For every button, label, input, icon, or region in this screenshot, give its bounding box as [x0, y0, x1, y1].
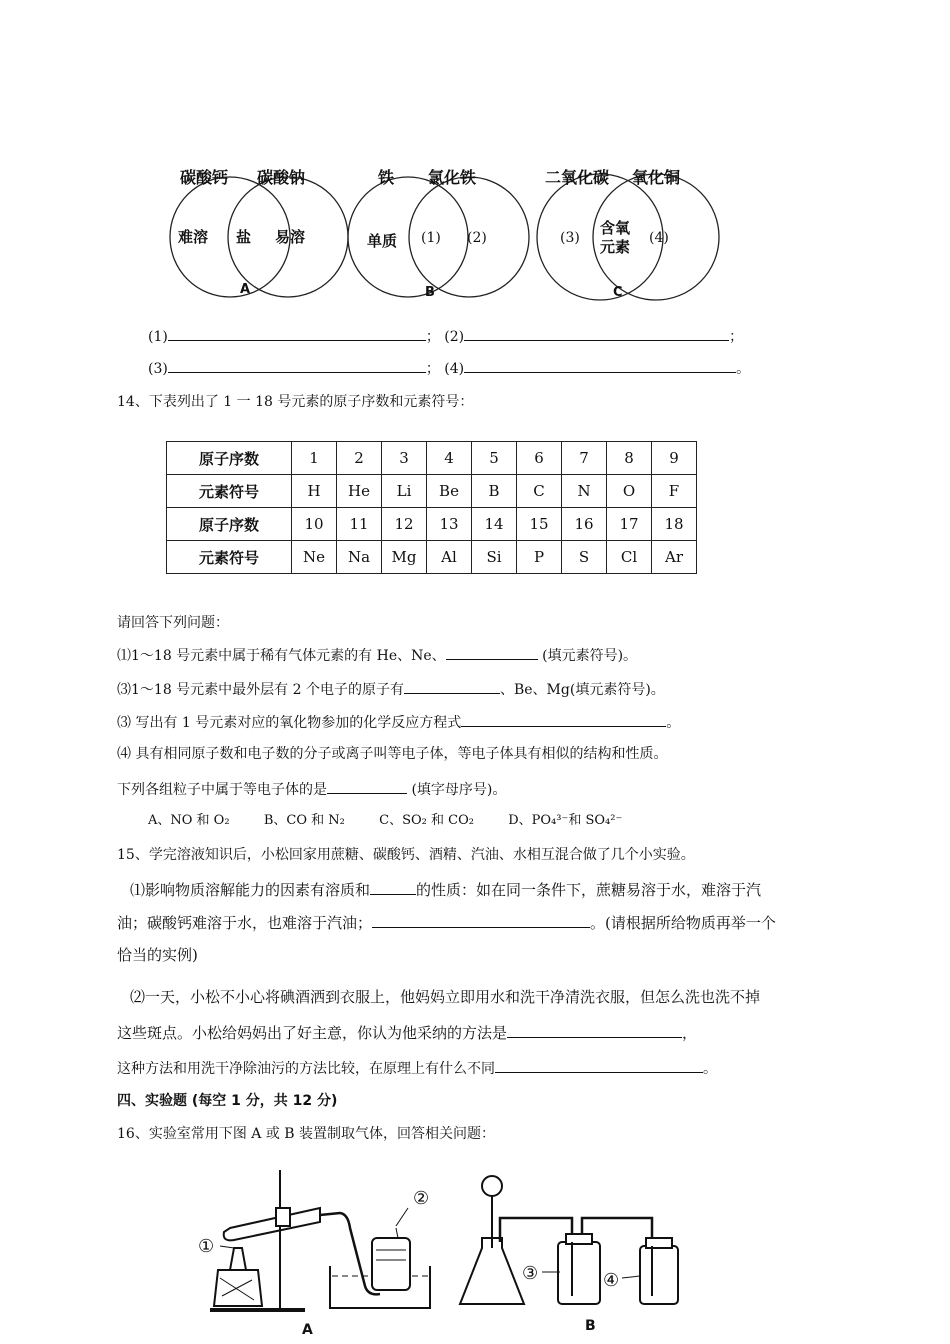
table-cell: Al [427, 541, 472, 574]
q14-sub-2 [117, 679, 665, 699]
caption-B: B [585, 1318, 596, 1334]
table-cell: 3 [382, 442, 427, 475]
venn-C-right-inner: (4) [649, 230, 669, 246]
q15-answer-4[interactable] [495, 1058, 703, 1073]
table-cell: S [562, 541, 607, 574]
venn-C-right-label: 氧化铜 [632, 168, 681, 187]
venn-A-left-label: 碳酸钙 [180, 168, 229, 187]
q15-line-2 [117, 913, 776, 932]
table-cell: C [517, 475, 562, 508]
table-row [167, 508, 697, 541]
label-2: ② [413, 1188, 430, 1209]
q16-text: 16、实验室常用下图 A 或 B 装置制取气体，回答相关问题： [117, 1126, 496, 1142]
funnel-bulb [482, 1176, 502, 1196]
q14-sub-2-tail: 、Be、Mg(填元素符号)。 [499, 682, 665, 698]
q14-sub-2-text: ⑶1～18 号元素中最外层有 2 个电子的原子有 [117, 682, 404, 698]
q14-sub-1 [117, 645, 637, 665]
q13-sep-1: ； [425, 329, 440, 345]
q14-prompt: 请回答下列问题： [117, 615, 229, 631]
table-cell: Cl [607, 541, 652, 574]
table-cell: 15 [517, 508, 562, 541]
q15-line-1-text: ⑴影响物质溶解能力的因素有溶质和 [130, 881, 371, 899]
option-b: B、CO 和 N₂ [263, 813, 345, 828]
section-4-heading: 四、实验题 (每空 1 分，共 12 分) [117, 1093, 338, 1109]
q13-sep-2: ； [729, 329, 744, 345]
venn-A-right-label: 碳酸钠 [257, 168, 306, 187]
table-cell: 1 [292, 442, 337, 475]
table-cell: 4 [427, 442, 472, 475]
table-row [167, 475, 697, 508]
venn-B-right-label: 氯化铁 [428, 168, 477, 187]
q13-label-1: (1) [148, 329, 168, 345]
q15-answer-3[interactable] [507, 1023, 682, 1038]
table-cell: Si [472, 541, 517, 574]
label-4: ④ [603, 1270, 620, 1291]
table-cell: 9 [652, 442, 697, 475]
lamp-hatching [220, 1278, 254, 1300]
q13-sep-3: ； [425, 361, 440, 377]
venn-C-center-line1: 含氧 [600, 219, 631, 237]
q15-line-2-text: 油；碳酸钙难溶于水，也难溶于汽油； [117, 914, 373, 932]
table-cell: 17 [607, 508, 652, 541]
table-cell: He [337, 475, 382, 508]
q14-sub-4: ⑷ 具有相同原子数和电子数的分子或离子叫等电子体，等电子体具有相似的结构和性质。 [117, 746, 668, 762]
q15-line-6-tail: 。 [703, 1061, 717, 1077]
label-1: ① [198, 1236, 215, 1257]
q13-answer-1[interactable] [168, 326, 426, 341]
q13-end: 。 [736, 361, 751, 377]
table-cell: Ne [292, 541, 337, 574]
q15-line-2-tail: 。(请根据所给物质再举一个 [590, 914, 776, 932]
q14-intro: 14、下表列出了 1 一 18 号元素的原子序数和元素符号： [117, 394, 474, 410]
table-row [167, 442, 697, 475]
q15-line-3: 恰当的实例) [117, 946, 198, 964]
row-label-atomic-number: 原子序数 [167, 442, 292, 475]
q15-line-6 [117, 1058, 717, 1078]
q13-blank-row-2 [148, 358, 750, 378]
apparatus-drawing [190, 1168, 750, 1318]
q15-line-4: ⑵一天，小松不小心将碘酒洒到衣服上，他妈妈立即用水和洗干净清洗衣服，但怎么洗也洗不掉 [130, 988, 761, 1006]
row-label-symbol: 元素符号 [167, 541, 292, 574]
venn-A-left-inner: 难溶 [178, 228, 209, 246]
table-cell: H [292, 475, 337, 508]
table-cell: F [652, 475, 697, 508]
table-cell: 18 [652, 508, 697, 541]
q14-answer-1[interactable] [446, 645, 538, 660]
table-cell: 16 [562, 508, 607, 541]
q15-line-1 [130, 880, 761, 899]
q13-answer-3[interactable] [168, 358, 426, 373]
q14-sub-3-tail: 。 [666, 715, 681, 731]
table-cell: 6 [517, 442, 562, 475]
element-table [166, 441, 697, 574]
table-cell: 13 [427, 508, 472, 541]
q15-answer-1[interactable] [370, 880, 416, 895]
q14-sub-1-text: ⑴1～18 号元素中属于稀有气体元素的有 He、Ne、 [117, 648, 446, 664]
q14-sub-3 [117, 712, 680, 732]
venn-C-caption: C [613, 285, 623, 300]
table-cell: 11 [337, 508, 382, 541]
venn-C-left-label: 二氧化碳 [545, 168, 610, 187]
gas-jar [640, 1246, 678, 1304]
q13-label-3: (3) [148, 361, 168, 377]
table-cell: Ar [652, 541, 697, 574]
table-cell: O [607, 475, 652, 508]
q14-sub-5-tail: (填字母序号)。 [411, 782, 507, 798]
q14-sub-5 [117, 779, 506, 799]
q15-line-6-text: 这种方法和用洗干净除油污的方法比较，在原理上有什么不同 [117, 1061, 495, 1077]
table-cell: 12 [382, 508, 427, 541]
table-cell: 14 [472, 508, 517, 541]
venn-B-left-circle [348, 177, 468, 297]
q14-options [148, 812, 622, 830]
table-cell: Na [337, 541, 382, 574]
q14-answer-3[interactable] [461, 712, 666, 727]
table-cell: 10 [292, 508, 337, 541]
lamp-wick [230, 1248, 246, 1270]
q15-line-1-tail: 的性质：如在同一条件下，蔗糖易溶于水，难溶于汽 [416, 881, 762, 899]
table-cell: 2 [337, 442, 382, 475]
clamp [276, 1208, 290, 1226]
q15-line-5 [117, 1023, 697, 1042]
venn-A-right-inner: 易溶 [275, 228, 306, 246]
q13-blank-row-1 [148, 326, 743, 346]
row-label-symbol: 元素符号 [167, 475, 292, 508]
q15-intro: 15、学完溶液知识后，小松回家用蔗糖、碳酸钙、酒精、汽油、水相互混合做了几个小实验。 [117, 847, 695, 863]
table-row [167, 541, 697, 574]
q14-answer-2[interactable] [404, 679, 500, 694]
q15-line-5-tail: ， [682, 1024, 698, 1042]
venn-B-caption: B [425, 285, 435, 300]
test-tube [224, 1208, 320, 1240]
q15-line-5-text: 这些斑点。小松给妈妈出了好主意，你认为他采纳的方法是 [117, 1024, 508, 1042]
table-cell: P [517, 541, 562, 574]
caption-A: A [302, 1322, 313, 1338]
table-cell: Be [427, 475, 472, 508]
venn-C-left-inner: (3) [560, 230, 580, 246]
q14-sub-5-text: 下列各组粒子中属于等电子体的是 [117, 782, 327, 798]
option-a: A、NO 和 O₂ [148, 813, 230, 828]
label-3: ③ [522, 1263, 539, 1284]
table-cell: 5 [472, 442, 517, 475]
venn-B-left-inner: 单质 [367, 232, 398, 250]
q13-label-4: (4) [444, 361, 465, 377]
option-c: C、SO₂ 和 CO₂ [379, 813, 474, 828]
venn-A-center: 盐 [236, 228, 252, 246]
q13-answer-2[interactable] [464, 326, 729, 341]
table-cell: Li [382, 475, 427, 508]
table-cell: 8 [607, 442, 652, 475]
venn-B-center: (1) [421, 230, 441, 246]
option-d: D、PO₄³⁻和 SO₄²⁻ [508, 813, 623, 828]
q14-sub-3-text: ⑶ 写出有 1 号元素对应的氧化物参加的化学反应方程式 [117, 715, 462, 731]
table-cell: 7 [562, 442, 607, 475]
collection-bottle [372, 1238, 410, 1290]
venn-A-caption: A [240, 282, 251, 297]
q15-answer-2[interactable] [372, 913, 590, 928]
table-cell: Mg [382, 541, 427, 574]
venn-C-center-line2: 元素 [600, 238, 631, 256]
wash-bottle [558, 1242, 600, 1304]
q13-answer-4[interactable] [464, 358, 736, 373]
table-cell: B [472, 475, 517, 508]
table-cell: N [562, 475, 607, 508]
row-label-atomic-number: 原子序数 [167, 508, 292, 541]
q14-answer-4[interactable] [327, 779, 407, 794]
venn-B-left-label: 铁 [378, 168, 395, 187]
q14-sub-1-tail: (填元素符号)。 [542, 648, 638, 664]
q13-label-2: (2) [444, 329, 465, 345]
venn-B-right-inner: (2) [467, 230, 487, 246]
